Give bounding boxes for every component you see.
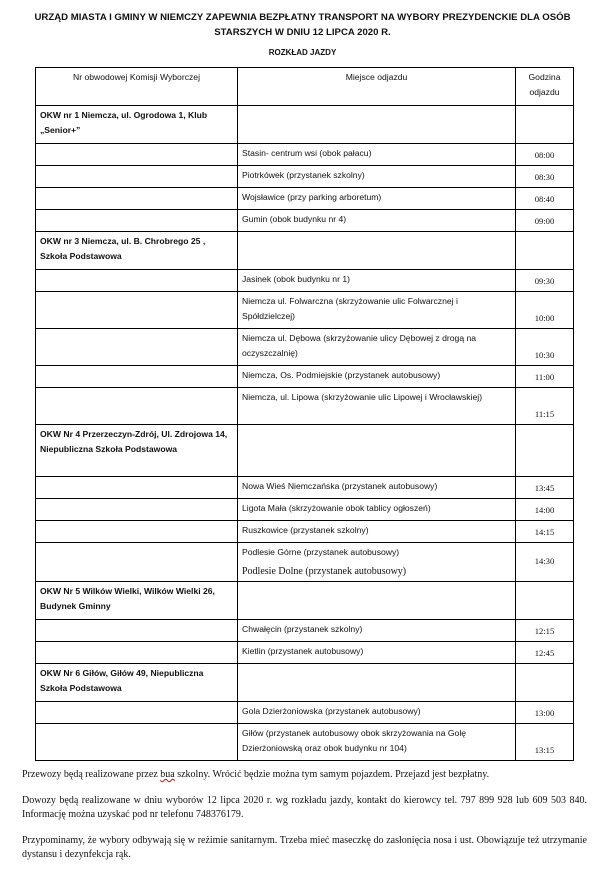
stop-time: 14:30 (516, 543, 574, 582)
stop-place: Podlesie Górne (przystanek autobusowy) (242, 547, 400, 557)
stop-place: Giłów (przystanek autobusowy obok skrzyżowania na Golę Dzierżoniowską oraz obok budynku nr 104) (238, 724, 516, 761)
notes-section (22, 768, 587, 874)
stop-place: Wojsławice (przy parking arboretum) (238, 188, 516, 210)
stop-time: 09:00 (516, 210, 574, 232)
note-transport-typo: bua (160, 769, 175, 780)
okw-name: OKW nr 3 Niemcza, ul. B. Chrobrego 25 , Szkoła Podstawowa (36, 232, 238, 270)
stop-time: 10:00 (516, 292, 574, 329)
okw-row (36, 425, 574, 477)
stop-place: Kietlin (przystanek autobusowy) (238, 642, 516, 664)
stop-place: Chwałęcin (przystanek szkolny) (238, 620, 516, 642)
stop-row (36, 270, 574, 292)
stop-row (36, 388, 574, 425)
stop-row (36, 642, 574, 664)
stop-row (36, 329, 574, 366)
stop-time: 08:40 (516, 188, 574, 210)
stop-row (36, 292, 574, 329)
stop-place: Gola Dzierżoniowska (przystanek autobusowy) (238, 702, 516, 724)
okw-row (36, 106, 574, 144)
stop-row (36, 166, 574, 188)
okw-row (36, 232, 574, 270)
stop-place: Jasinek (obok budynku nr 1) (238, 270, 516, 292)
stop-place: Ligota Mała (skrzyżowanie obok tablicy ogłoszeń) (238, 499, 516, 521)
stop-time: 13:15 (516, 724, 574, 761)
stop-time: 11:00 (516, 366, 574, 388)
stop-place: Niemcza ul. Dębowa (skrzyżowanie ulicy Dębowej z drogą na oczyszczalnię) (238, 329, 516, 366)
stop-time: 08:30 (516, 166, 574, 188)
stop-place: Niemcza, Os. Podmiejskie (przystanek autobusowy) (238, 366, 516, 388)
schedule-table (35, 67, 574, 761)
stop-row (36, 521, 574, 543)
okw-name: OKW Nr 4 Przerzeczyn-Zdrój, Ul. Zdrojowa 14, Niepubliczna Szkoła Podstawowa (36, 425, 238, 477)
header-place: Miejsce odjazdu (238, 68, 516, 106)
note-contact: Dowozy będą realizowane w dniu wyborów 12 lipca 2020 r. wg rozkładu jazdy, kontakt do kierowcy tel. 797 899 928 lub 609 503 840. Informację można uzyskać pod nr telefonu 748376179. (22, 794, 587, 820)
document-subtitle: ROZKŁAD JAZDY (268, 48, 337, 57)
note-transport (22, 768, 587, 783)
header-time: Godzina odjazdu (516, 68, 574, 106)
stop-time: 10:30 (516, 329, 574, 366)
stop-place: Ruszkowice (przystanek szkolny) (238, 521, 516, 543)
stop-time: 14:15 (516, 521, 574, 543)
stop-time: 13:00 (516, 702, 574, 724)
stop-row (36, 543, 574, 582)
okw-row (36, 664, 574, 702)
note-transport-part2: szkolny. Wrócić będzie można tym samym pojazdem. Przejazd jest bezpłatny. (174, 769, 490, 780)
stop-place: Niemcza ul. Folwarczna (skrzyżowanie ulic Folwarcznej i Spółdzielczej) (238, 292, 516, 329)
stop-time: 08:00 (516, 144, 574, 166)
stop-row (36, 210, 574, 232)
okw-name: OKW Nr 5 Wilków Wielki, Wilków Wielki 26, Budynek Gminny (36, 582, 238, 620)
stop-place-multi (238, 543, 516, 582)
stop-place: Nowa Wieś Niemczańska (przystanek autobusowy) (238, 477, 516, 499)
note-transport-part1: Przewozy będą realizowane przez (22, 769, 161, 780)
okw-row (36, 582, 574, 620)
stop-row (36, 477, 574, 499)
stop-time: 12:15 (516, 620, 574, 642)
stop-time: 12:45 (516, 642, 574, 664)
stop-time: 11:15 (516, 388, 574, 425)
stop-row (36, 366, 574, 388)
document-title: URZĄD MIASTA I GMINY W NIEMCZY ZAPEWNIA BEZPŁATNY TRANSPORT NA WYBORY PREZYDENCKIE DLA OSÓB STARSZYCH W DNIU 12 LIPCA 2020 R. (34, 12, 571, 38)
stop-place: Stasin- centrum wsi (obok pałacu) (238, 144, 516, 166)
stop-row (36, 702, 574, 724)
stop-time: 14:00 (516, 499, 574, 521)
stop-place: Piotrkówek (przystanek szkolny) (238, 166, 516, 188)
stop-place-secondary: Podlesie Dolne (przystanek autobusowy) (242, 565, 407, 577)
okw-name: OKW nr 1 Niemcza, ul. Ogrodowa 1, Klub „Senior+” (36, 106, 238, 144)
stop-time: 13:45 (516, 477, 574, 499)
stop-row (36, 499, 574, 521)
table-header-row (36, 68, 574, 106)
stop-row (36, 188, 574, 210)
stop-row (36, 724, 574, 761)
stop-place: Niemcza, ul. Lipowa (skrzyżowanie ulic Lipowej i Wrocławskiej) (238, 388, 516, 425)
note-sanitary: Przypominamy, że wybory odbywają się w reżimie sanitarnym. Trzeba mieć maseczkę do zasłonięcia nosa i ust. Obowiązuje też utrzymanie dystansu i dezynfekcja rąk. (22, 834, 587, 860)
stop-time: 09:30 (516, 270, 574, 292)
header-okw: Nr obwodowej Komisji Wyborczej (36, 68, 238, 106)
stop-row (36, 144, 574, 166)
stop-place: Gumin (obok budynku nr 4) (238, 210, 516, 232)
stop-row (36, 620, 574, 642)
okw-name: OKW Nr 6 Giłów, Giłów 49, Niepubliczna Szkoła Podstawowa (36, 664, 238, 702)
